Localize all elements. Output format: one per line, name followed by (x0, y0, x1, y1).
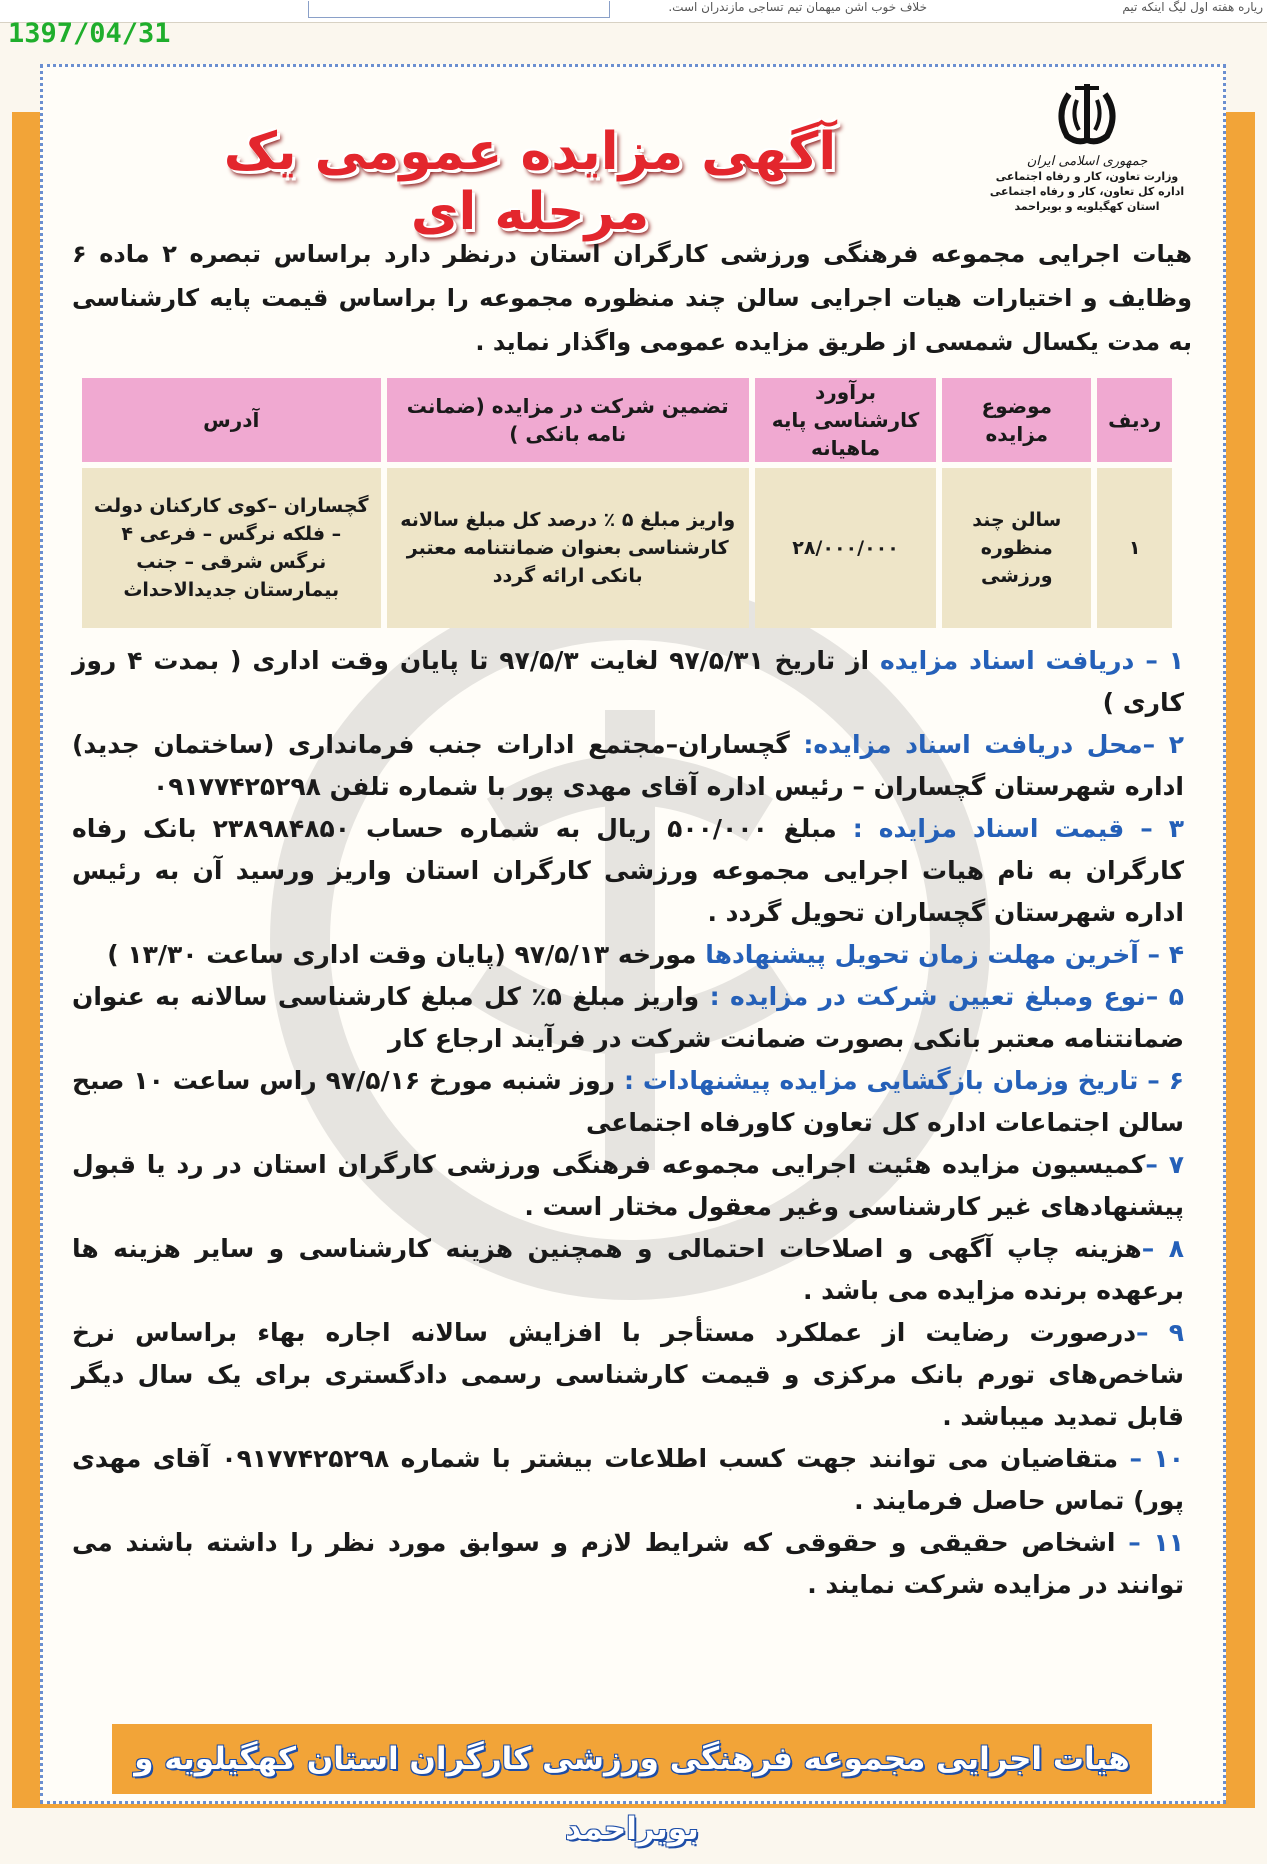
item-text: از تاریخ ۹۷/۵/۳۱ لغایت ۹۷/۵/۳ تا پایان وقت اداری ( بمدت ۴ روز کاری ) (72, 646, 1184, 717)
item-text: مبلغ ۵۰۰/۰۰۰ ریال به شماره حساب ۲۳۸۹۸۴۸۵۰ بانک رفاه کارگران به نام هیات اجرایی مجموعه ورزشی کارگران استان واریز ورسید آن به رئیس اداره شهرستان گچساران تحویل گردد . (72, 814, 1184, 927)
list-item (72, 976, 1184, 1060)
item-number: ۵ – (1145, 982, 1184, 1011)
list-item (72, 1144, 1184, 1228)
item-heading: محل دریافت اسناد مزایده: (803, 730, 1143, 759)
top-snippet-left: ریاره هفته اول لیگ اینکه تیم (1122, 0, 1263, 14)
item-text: هزینه چاپ آگهی و اصلاحات احتمالی و همچنین هزینه کارشناسی و سایر هزینه ها برعهده برنده مزایده می باشد . (72, 1234, 1184, 1305)
ministry-line: استان کهگیلویه و بویراحمد (1014, 200, 1160, 213)
date-stamp: 1397/04/31 (8, 18, 171, 49)
item-heading: تاریخ وزمان بازگشایی مزایده پیشنهادات : (623, 1066, 1139, 1095)
emblem-block (977, 80, 1197, 214)
header-guarantee: تضمین شرکت در مزایده (ضمانت نامه بانکی ) (387, 378, 749, 462)
emblem-caption: جمهوری اسلامی ایران (1026, 154, 1148, 169)
list-item (72, 808, 1184, 934)
cell-address: گچساران –کوی کارکنان دولت – فلکه نرگس – فرعی ۴ نرگس شرقی – جنب بیمارستان جدیدالاحداث (82, 468, 381, 628)
list-item (72, 1522, 1184, 1606)
list-item (72, 1312, 1184, 1438)
item-number: ۷ – (1145, 1150, 1184, 1179)
item-text: درصورت رضایت از عملکرد مستأجر با افزایش سالانه اجاره بهاء براساس نرخ شاخص‌های تورم بانک مرکزی و قیمت کارشناسی رسمی دادگستری برای یک سال دیگر قابل تمدید میباشد . (72, 1318, 1184, 1431)
list-item (72, 934, 1184, 976)
item-text: متقاضیان می توانند جهت کسب اطلاعات بیشتر با شماره ۰۹۱۷۷۴۲۵۲۹۸ آقای مهدی پور) تماس حاصل فرمایند . (72, 1444, 1184, 1515)
item-number: ۱۱ – (1128, 1528, 1184, 1557)
item-number: ۱ – (1145, 646, 1184, 675)
item-number: ۴ – (1147, 940, 1184, 969)
item-number: ۸ – (1141, 1234, 1184, 1263)
iran-emblem-icon (1047, 80, 1127, 152)
table-row (82, 468, 1172, 628)
header-row-number: ردیف (1097, 378, 1172, 462)
list-item (72, 1438, 1184, 1522)
list-item (72, 640, 1184, 724)
intro-paragraph: هیات اجرایی مجموعه فرهنگی ورزشی کارگران استان درنظر دارد براساس تبصره ۲ ماده ۶ وظایف و اختیارات هیات اجرایی سالن چند منظوره مجموعه را براساس قیمت پایه کارشناسی به مدت یکسال شمسی از طریق مزایده عمومی واگذار نماید . (72, 240, 1192, 356)
item-text: روز شنبه مورخ ۹۷/۵/۱۶ راس ساعت ۱۰ صبح سالن اجتماعات اداره کل تعاون کاورفاه اجتماعی (72, 1066, 1184, 1137)
header-estimate: برآورد کارشناسی پایه ماهیانه (755, 378, 936, 462)
item-number: ۳ – (1140, 814, 1184, 843)
table-header-row (82, 378, 1172, 462)
item-heading: آخرین مهلت زمان تحویل پیشنهادها (705, 940, 1139, 969)
footer-signature: هیات اجرایی مجموعه فرهنگی ورزشی کارگران استان کهگیلویه و بویراحمد (112, 1724, 1152, 1794)
conditions-list (72, 640, 1184, 1606)
cell-subject: سالن چند منظوره ورزشی (942, 468, 1091, 628)
item-heading: قیمت اسناد مزایده : (852, 814, 1125, 843)
item-text: گچساران–مجتمع ادارات جنب فرمانداری (ساختمان جدید) اداره شهرستان گچساران – رئیس اداره آقای مهدی پور با شماره تلفن ۰۹۱۷۷۴۲۵۲۹۸ (72, 730, 1184, 801)
auction-table (76, 372, 1178, 634)
item-heading: دریافت اسناد مزایده (879, 646, 1135, 675)
top-snippet-right: خلاف خوب اشن میهمان تیم تساجی مازندران است. (668, 0, 927, 14)
item-number: ۲ – (1142, 730, 1184, 759)
cell-guarantee: واریز مبلغ ۵ ٪ درصد کل مبلغ سالانه کارشناسی بعنوان ضمانتنامه معتبر بانکی ارائه گردد (387, 468, 749, 628)
item-text: اشخاص حقیقی و حقوقی که شرایط لازم و سوابق مورد نظر را داشته باشند می توانند در مزایده شرکت نمایند . (72, 1528, 1184, 1599)
item-number: ۶ – (1147, 1066, 1184, 1095)
cell-estimate: ۲۸/۰۰۰/۰۰۰ (755, 468, 936, 628)
header-address: آدرس (82, 378, 381, 462)
item-number: ۹ – (1136, 1318, 1184, 1347)
notice-title: آگهی مزایده عمومی یک مرحله ای (223, 122, 837, 242)
item-number: ۱۰ – (1129, 1444, 1184, 1473)
list-item (72, 1060, 1184, 1144)
list-item (72, 1228, 1184, 1312)
ministry-line: اداره کل تعاون، کار و رفاه اجتماعی (989, 185, 1185, 198)
ministry-line: وزارت تعاون، کار و رفاه اجتماعی (995, 170, 1179, 183)
top-strip (0, 0, 1267, 23)
item-text: واریز مبلغ ۵٪ کل مبلغ کارشناسی سالانه به عنوان ضمانتنامه معتبر بانکی بصورت ضمانت شرکت در فرآیند ارجاع کار (72, 982, 1184, 1053)
cell-row-number: ۱ (1097, 468, 1172, 628)
item-text: کمیسیون مزایده هئیت اجرایی مجموعه فرهنگی ورزشی کارگران استان در رد یا قبول پیشنهادهای غیر کارشناسی وغیر معقول مختار است . (72, 1150, 1184, 1221)
item-text: مورخه ۹۷/۵/۱۳ (پایان وقت اداری ساعت ۱۳/۳۰ ) (107, 940, 706, 969)
list-item (72, 724, 1184, 808)
item-heading: نوع ومبلغ تعیین شرکت در مزایده : (709, 982, 1146, 1011)
top-strip-box (308, 1, 610, 18)
header-subject: موضوع مزایده (942, 378, 1091, 462)
